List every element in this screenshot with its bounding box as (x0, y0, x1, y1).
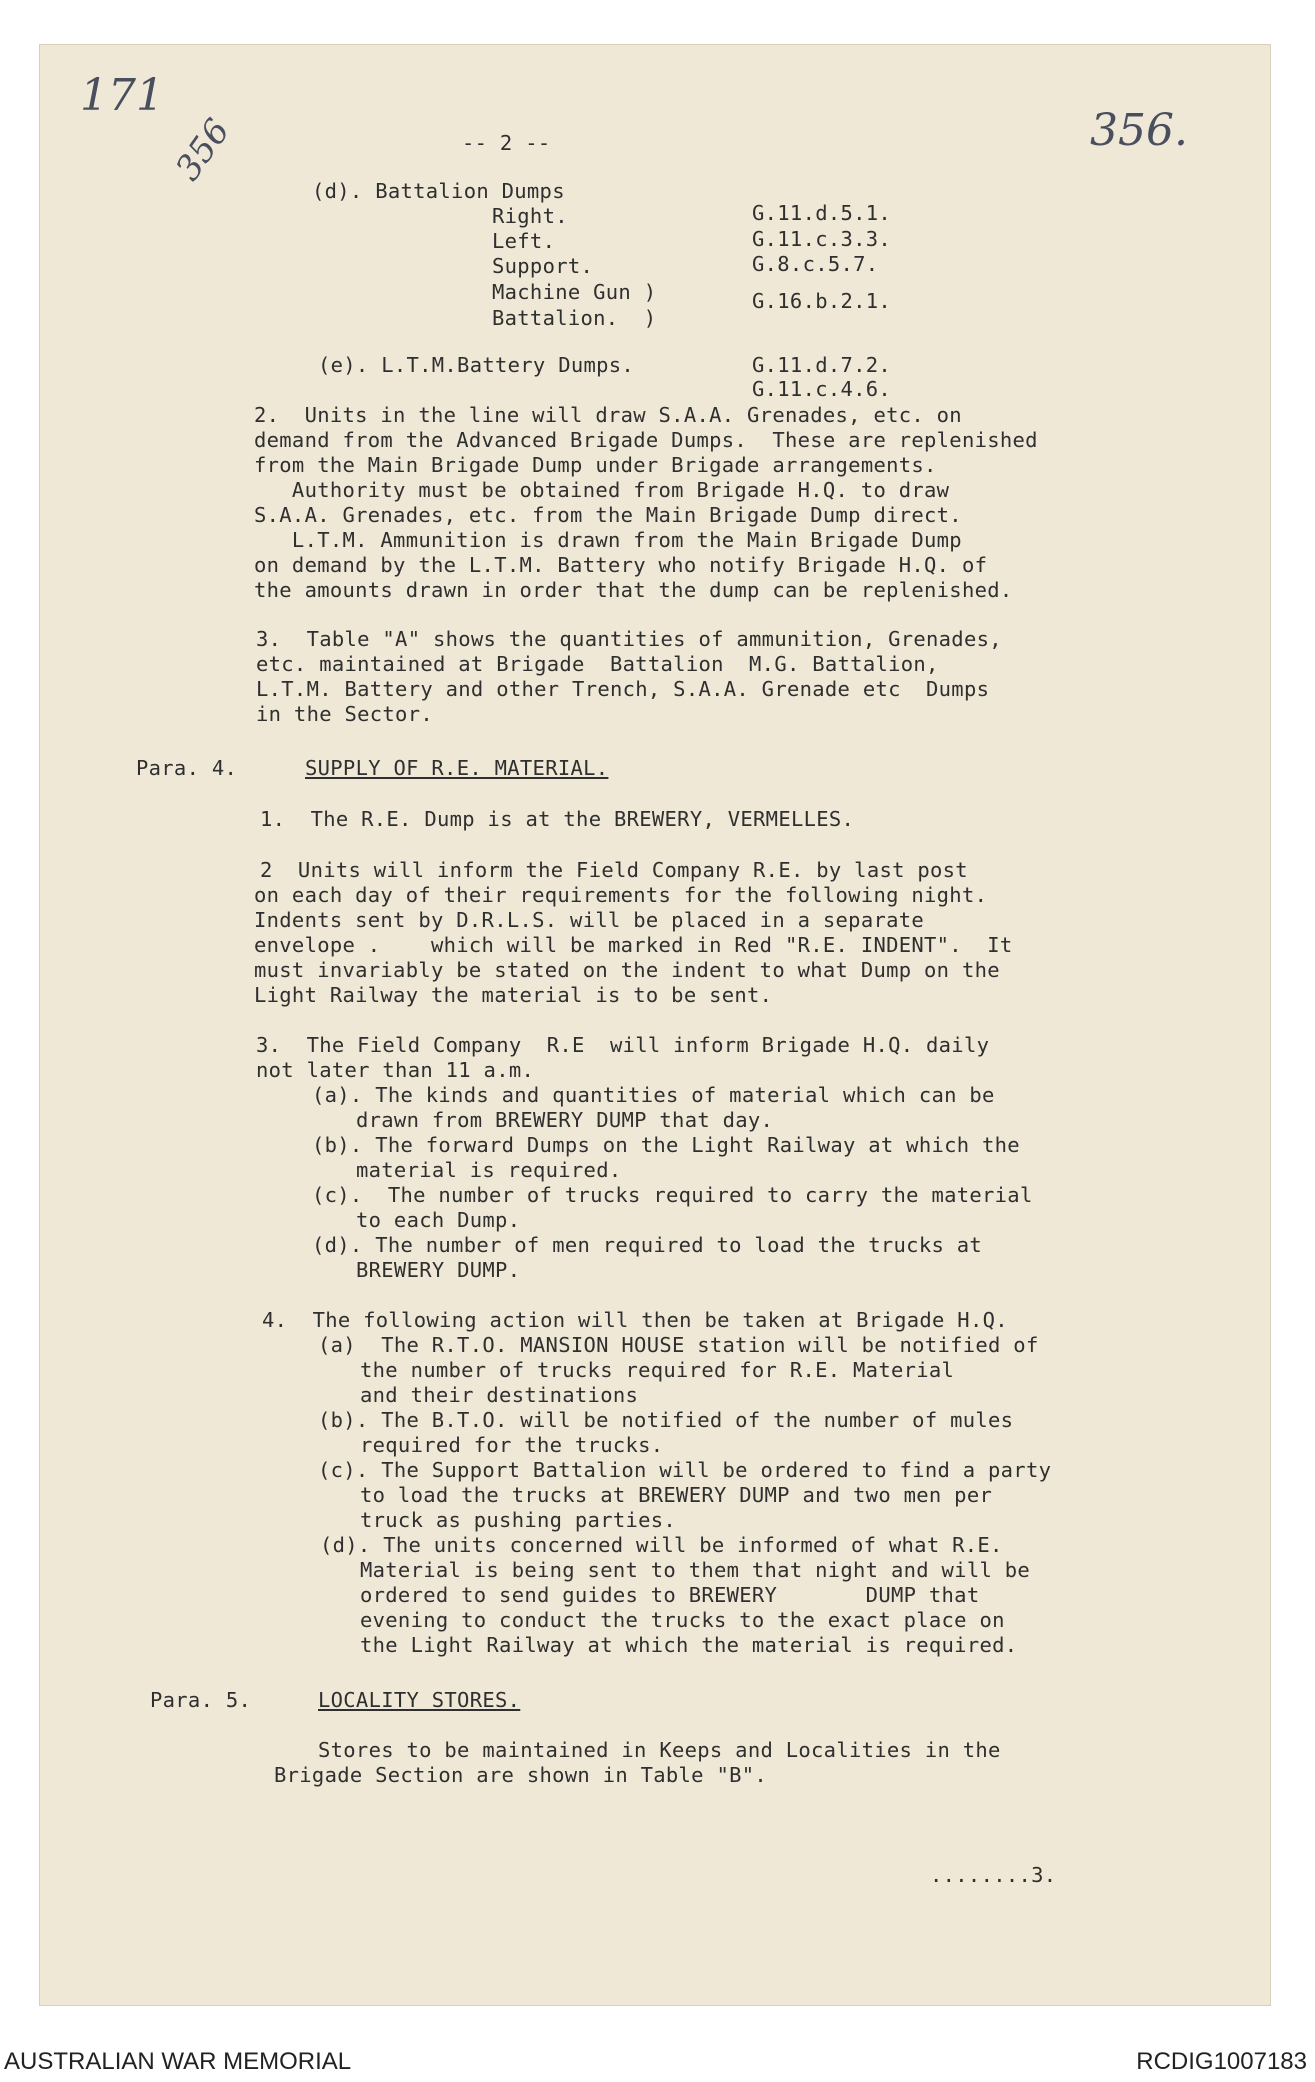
para5-title: LOCALITY STORES. (318, 1688, 521, 1712)
dump-label: Support. (492, 254, 594, 278)
body-line: from the Main Brigade Dump under Brigade arrangements. (254, 453, 937, 477)
dump-label: Left. (492, 229, 556, 253)
body-line: 4. The following action will then be taken at Brigade H.Q. (262, 1308, 1008, 1332)
body-line: etc. maintained at Brigade Battalion M.G. Battalion, (256, 652, 939, 676)
para5-label: Para. 5. (150, 1688, 252, 1712)
dump-label: Machine Gun ) (492, 280, 657, 304)
body-line: to each Dump. (356, 1208, 521, 1232)
handwritten-folio-top-left: 171 (80, 70, 164, 121)
ltm-ref: G.11.d.7.2. (752, 353, 892, 377)
dump-ref: G.8.c.5.7. (752, 252, 879, 276)
para4-title: SUPPLY OF R.E. MATERIAL. (305, 756, 609, 780)
footer-reference: RCDIG1007183 (1136, 2048, 1307, 2075)
page-number: -- 2 -- (462, 131, 551, 155)
body-line: 3. Table "A" shows the quantities of ammunition, Grenades, (256, 627, 1002, 651)
body-line: (b). The B.T.O. will be notified of the number of mules (318, 1408, 1014, 1432)
battalion-dumps-heading: (d). Battalion Dumps (312, 179, 565, 203)
para4-label: Para. 4. (136, 756, 238, 780)
handwritten-folio-rotated: 356 (168, 111, 238, 188)
body-line: not later than 11 a.m. (256, 1058, 535, 1082)
body-line: material is required. (356, 1158, 622, 1182)
body-line: (d). The number of men required to load the trucks at (312, 1233, 983, 1257)
body-line: and their destinations (360, 1383, 639, 1407)
dump-label: Battalion. ) (492, 306, 657, 330)
body-line: (b). The forward Dumps on the Light Railway at which the (312, 1133, 1020, 1157)
body-line: (c). The Support Battalion will be ordered to find a party (318, 1458, 1052, 1482)
body-line: L.T.M. Ammunition is drawn from the Main Brigade Dump (254, 528, 962, 552)
body-line: Brigade Section are shown in Table "B". (274, 1763, 768, 1787)
body-line: evening to conduct the trucks to the exact place on (360, 1608, 1005, 1632)
body-line: 1. The R.E. Dump is at the BREWERY, VERMELLES. (260, 807, 855, 831)
body-line: on demand by the L.T.M. Battery who notify Brigade H.Q. of (254, 553, 988, 577)
dump-label: Right. (492, 204, 568, 228)
body-line: the amounts drawn in order that the dump can be replenished. (254, 578, 1013, 602)
continuation-marker: ........3. (930, 1863, 1057, 1887)
body-line: envelope . which will be marked in Red "R.E. INDENT". It (254, 933, 1013, 957)
body-line: S.A.A. Grenades, etc. from the Main Brigade Dump direct. (254, 503, 962, 527)
ltm-ref: G.11.c.4.6. (752, 377, 892, 401)
body-line: 3. The Field Company R.E will inform Brigade H.Q. daily (256, 1033, 990, 1057)
handwritten-folio-top-right: 356. (1090, 105, 1188, 156)
body-line: required for the trucks. (360, 1433, 664, 1457)
body-line: L.T.M. Battery and other Trench, S.A.A. Grenade etc Dumps (256, 677, 990, 701)
body-line: in the Sector. (256, 702, 433, 726)
ltm-battery-heading: (e). L.T.M.Battery Dumps. (318, 353, 635, 377)
body-line: the number of trucks required for R.E. Material (360, 1358, 955, 1382)
body-line: to load the trucks at BREWERY DUMP and two men per (360, 1483, 993, 1507)
body-line: truck as pushing parties. (360, 1508, 677, 1532)
body-line: Stores to be maintained in Keeps and Localities in the (318, 1738, 1001, 1762)
body-line: must invariably be stated on the indent to what Dump on the (254, 958, 1000, 982)
body-line: (c). The number of trucks required to carry the material (312, 1183, 1033, 1207)
dump-ref: G.11.d.5.1. (752, 201, 892, 225)
dump-ref: G.11.c.3.3. (752, 227, 892, 251)
body-line: the Light Railway at which the material is required. (360, 1633, 1018, 1657)
dump-ref: G.16.b.2.1. (752, 289, 892, 313)
body-line: Indents sent by D.R.L.S. will be placed in a separate (254, 908, 925, 932)
body-line: on each day of their requirements for the following night. (254, 883, 988, 907)
body-line: Authority must be obtained from Brigade H.Q. to draw (254, 478, 950, 502)
body-line: ordered to send guides to BREWERY DUMP that (360, 1583, 980, 1607)
body-line: 2 Units will inform the Field Company R.E. by last post (260, 858, 968, 882)
body-line: drawn from BREWERY DUMP that day. (356, 1108, 774, 1132)
footer-source: AUSTRALIAN WAR MEMORIAL (4, 2048, 352, 2075)
body-line: Light Railway the material is to be sent. (254, 983, 773, 1007)
body-line: demand from the Advanced Brigade Dumps. These are replenished (254, 428, 1038, 452)
body-line: (a). The kinds and quantities of material which can be (312, 1083, 995, 1107)
body-line: BREWERY DUMP. (356, 1258, 521, 1282)
body-line: 2. Units in the line will draw S.A.A. Grenades, etc. on (254, 403, 962, 427)
body-line: (d). The units concerned will be informed of what R.E. (320, 1533, 1003, 1557)
body-line: (a) The R.T.O. MANSION HOUSE station will be notified of (318, 1333, 1039, 1357)
body-line: Material is being sent to them that night and will be (360, 1558, 1031, 1582)
